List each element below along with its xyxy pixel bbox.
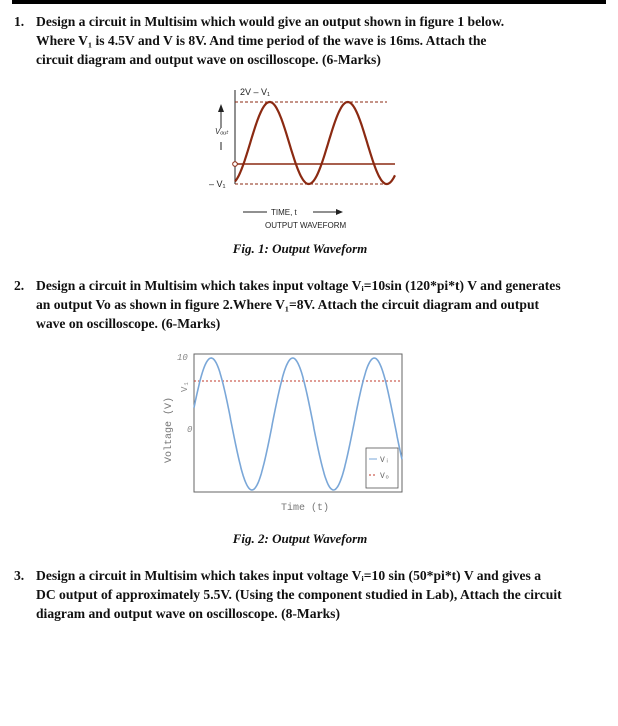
voltage-axis-label: Voltage (V) [164,396,175,464]
question-text-line: Design a circuit in Multisim which takes input voltage Vᵢ=10 sin (50*pi*t) V and gives a [36,568,541,583]
question-text-line: Design a circuit in Multisim which would give an output shown in figure 1 below. [36,14,505,29]
question-text-line: Where V₁ is 4.5V and V is 8V. And time period of the wave is 16ms. Attach the [36,33,487,48]
legend-item-vo: Vₒ [380,472,390,481]
output-waveform-label: OUTPUT WAVEFORM [265,221,347,230]
vout-label: Vₒᵤₜ [215,127,229,136]
legend-item-vi: Vᵢ [380,456,390,465]
question-text-line: circuit diagram and output wave on oscilloscope. (6-Marks) [36,52,381,67]
legend [366,448,398,488]
top-level-label: 2V – V₁ [240,87,271,97]
question-text-line: wave on oscilloscope. (6-Marks) [36,316,221,331]
question-text-line: Design a circuit in Multisim which takes input voltage Vᵢ=10sin (120*pi*t) V and generates [36,278,561,293]
v1-axis-label: V₁ [180,381,190,392]
top-rule [12,0,606,4]
tick-0: 0 [187,425,193,435]
question-text-line: an output Vo as shown in figure 2.Where V₁=8V. Attach the circuit diagram and output [36,297,540,312]
figure-2-caption: Fig. 2: Output Waveform [232,531,368,546]
figure-2 [155,346,415,524]
neg-level-label: – V₁ [209,179,226,189]
question-number: 3. [14,568,25,583]
question-number: 1. [14,14,25,29]
tick-10: 10 [177,353,188,363]
question-text-line: diagram and output wave on oscilloscope. (8-Marks) [36,606,340,621]
question-number: 2. [14,278,25,293]
time-axis-label: Time (t) [280,503,330,514]
figure-1 [195,84,415,234]
output-waveform [235,102,395,184]
question-text-line: DC output of approximately 5.5V. (Using the component studied in Lab), Attach the circuit [36,587,562,602]
figure-1-caption: Fig. 1: Output Waveform [232,241,368,256]
time-label: TIME, t [271,208,297,217]
